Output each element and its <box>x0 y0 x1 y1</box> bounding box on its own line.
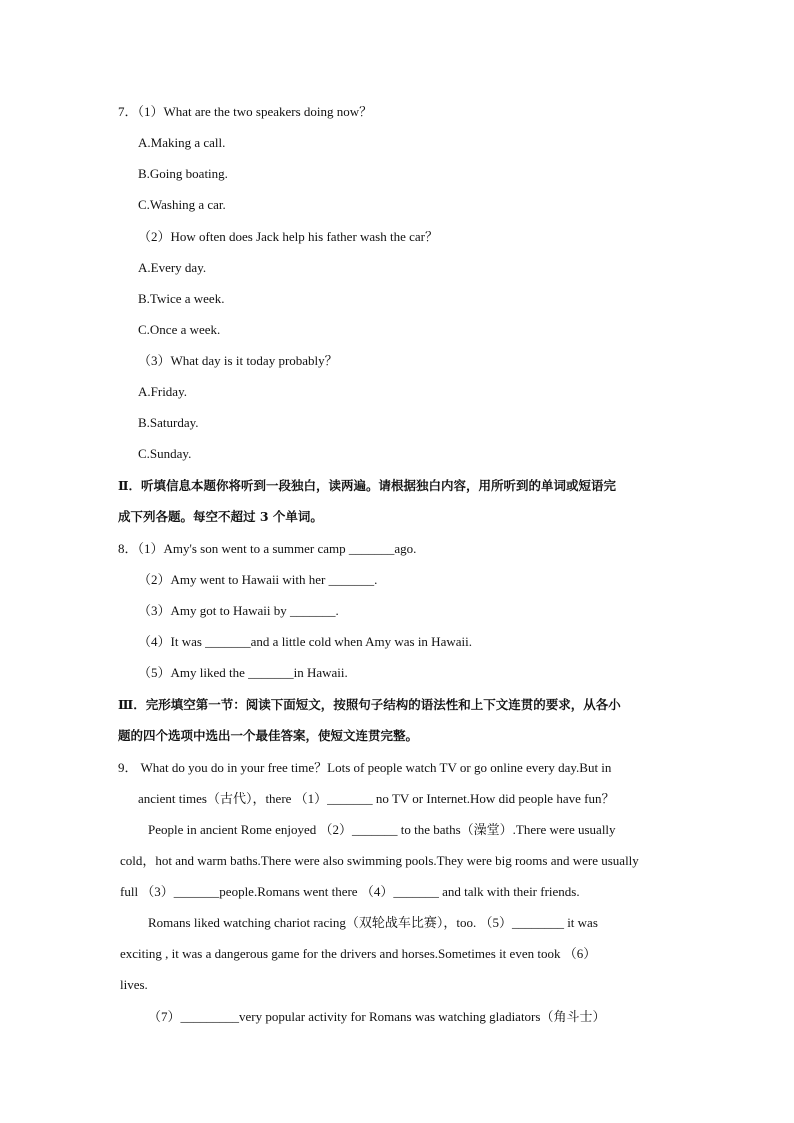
q7-p3-option-b: B.Saturday. <box>138 415 199 430</box>
q7-p1-option-b: B.Going boating. <box>138 166 228 181</box>
q7-p3-stem: （3）What day is it today probably？ <box>138 353 338 368</box>
q7-p1-option-a: A.Making a call. <box>138 135 226 150</box>
q9-passage-line6: Romans liked watching chariot racing（双轮战车比赛），too. （5）________ it was <box>148 915 598 930</box>
q9-passage-line4: cold，hot and warm baths.There were also swimming pools.They were big rooms and were usually <box>120 853 639 868</box>
q9-passage-line7: exciting , it was a dangerous game for the drivers and horses.Sometimes it even took （6） <box>120 946 597 961</box>
section3-instruction-line2: 题的四个选项中选出一个最佳答案，使短文连贯完整。 <box>118 728 419 743</box>
q7-p2-option-b: B.Twice a week. <box>138 291 225 306</box>
section2-instruction-line1: Ⅱ．听填信息本题你将听到一段独白，读两遍。请根据独白内容，用所听到的单词或短语完 <box>118 478 617 493</box>
q7-stem: 7．（1）What are the two speakers doing now？ <box>118 104 373 119</box>
q9-passage-line3: People in ancient Rome enjoyed （2）_______ to the baths（澡堂）.There were usually <box>148 822 616 837</box>
q9-passage-line9: （7）_________very popular activity for Romans was watching gladiators（角斗士） <box>148 1009 606 1024</box>
q7-p1-option-c: C.Washing a car. <box>138 197 226 212</box>
q7-p2-option-c: C.Once a week. <box>138 322 221 337</box>
q8-item-1: 8．（1）Amy's son went to a summer camp _______ago. <box>118 541 417 556</box>
q9-passage-line8: lives. <box>120 977 148 992</box>
q7-p2-stem: （2）How often does Jack help his father wash the car？ <box>138 229 438 244</box>
q9-passage-line1: 9． What do you do in your free time？Lots of people watch TV or go online every day.But in <box>118 760 612 775</box>
q8-item-4: （4）It was _______and a little cold when Amy was in Hawaii. <box>138 634 472 649</box>
q7-p3-option-a: A.Friday. <box>138 384 187 399</box>
section3-instruction-line1: Ⅲ．完形填空第一节：阅读下面短文，按照句子结构的语法性和上下文连贯的要求，从各小 <box>118 697 621 712</box>
q9-passage-line2: ancient times（古代），there （1）_______ no TV or Internet.How did people have fun？ <box>138 791 615 806</box>
q9-passage-line5: full （3）_______people.Romans went there （4）_______ and talk with their friends. <box>120 884 580 899</box>
q8-item-2: （2）Amy went to Hawaii with her _______. <box>138 572 378 587</box>
q8-item-5: （5）Amy liked the _______in Hawaii. <box>138 665 348 680</box>
q7-p2-option-a: A.Every day. <box>138 260 207 275</box>
section2-instruction-line2: 成下列各题。每空不超过 3 个单词。 <box>118 509 323 524</box>
q7-p3-option-c: C.Sunday. <box>138 446 192 461</box>
q8-item-3: （3）Amy got to Hawaii by _______. <box>138 603 339 618</box>
